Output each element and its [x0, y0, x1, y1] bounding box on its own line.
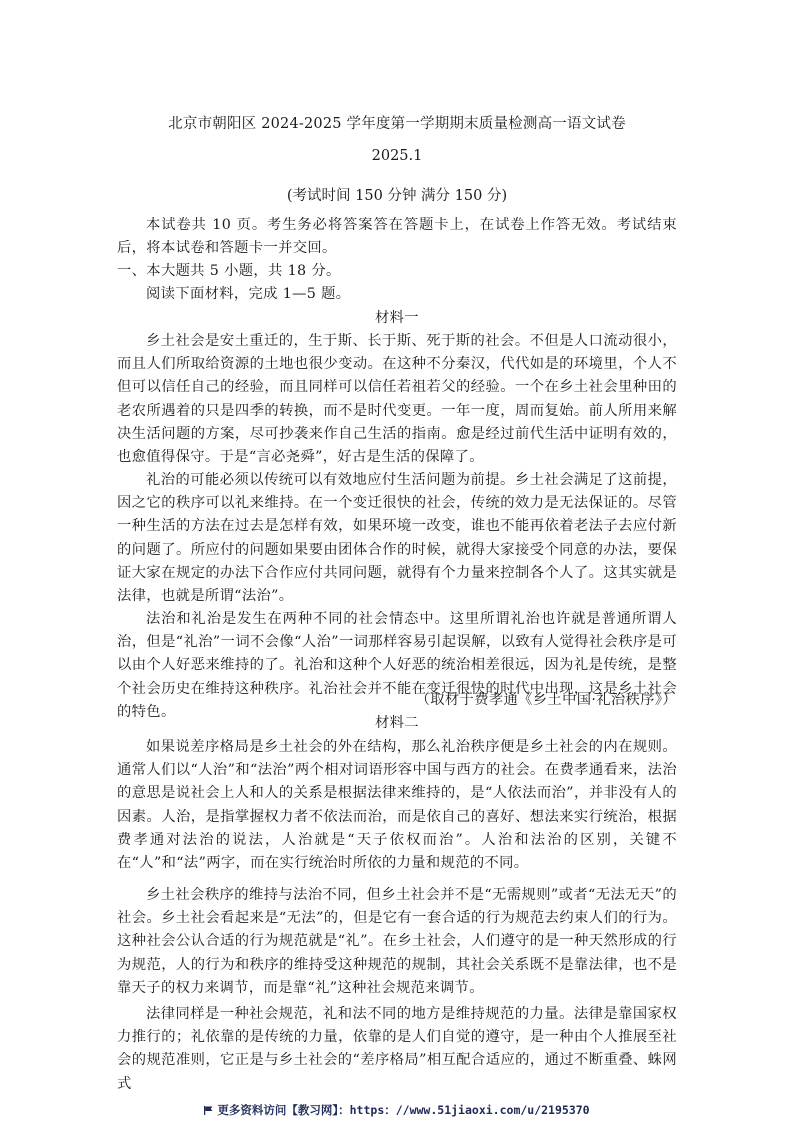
material-one-source: （取材于费孝通《乡土中国·礼治秩序》） [415, 692, 677, 708]
reading-instruction: 阅读下面材料，完成 1—5 题。 [146, 286, 351, 302]
exam-title: 北京市朝阳区 2024-2025 学年度第一学期期末质量检测高一语文试卷 [168, 116, 626, 132]
material-one-paragraph-1: 乡土社会是安土重迁的，生于斯、长于斯、死于斯的社会。不但是人口流动很小，而且人们所取给资源的土地也很少变动。在这种不分秦汉，代代如是的环境里，个人不但可以信任自己的经验，而且同样可以信任若祖若父的经验。一个在乡土社会里种田的老农所遇着的只是四季的转换，而不是时代变更。一年一度，周而复始。前人所用来解决生活问题的方案，尽可抄袭来作自己生活的指南。愈是经过前代生活中证明有效的，也愈值得保守。于是“言必尧舜”，好古是生活的保障了。 [117, 333, 677, 466]
footer-text: 更多资料访问【教习网】：https：//www.51jiaoxi.com/u/2195370 [217, 1103, 590, 1117]
instructions-paragraph: 本试卷共 10 页。考生务必将答案答在答题卡上，在试卷上作答无效。考试结束后，将本试卷和答题卡一并交回。 [117, 217, 677, 257]
material-one-heading: 材料一 [375, 310, 419, 326]
material-two-heading: 材料二 [375, 715, 419, 731]
material-two-paragraph-1: 如果说差序格局是乡土社会的外在结构，那么礼治秩序便是乡土社会的内在规则。通常人们以“人治”和“法治”两个相对词语形容中国与西方的社会。在费孝通看来，法治的意思是说社会上人和人的关系是根据法律来维持的，是“人依法而治”，并非没有人的因素。人治，是指掌握权力者不依法而治，而是依自己的喜好、想法来实行统治，根据费孝通对法治的说法，人治就是“天子依权而治”。人治和法治的区别，关键不在“人”和“法”两字，而在实行统治时所依的力量和规范的不同。 [117, 739, 677, 872]
exam-date: 2025.1 [371, 148, 423, 164]
exam-time-info: (考试时间 150 分钟 满分 150 分) [286, 188, 508, 204]
material-two-paragraph-2: 乡土社会秩序的维持与法治不同，但乡土社会并不是“无需规则”或者“无法无天”的社会。乡土社会看起来是“无法”的，但是它有一套合适的行为规范去约束人们的行为。这种社会公认合适的行为规范就是“礼”。在乡土社会，人们遵守的是一种天然形成的行为规范，人的行为和秩序的维持受这种规范的规制，其社会关系既不是靠法律，也不是靠天子的权力来调节，而是靠“礼”这种社会规范来调节。 [117, 887, 677, 996]
section-one-heading: 一、本大题共 5 小题，共 18 分。 [117, 263, 341, 279]
material-two-paragraph-3: 法律同样是一种社会规范，礼和法不同的地方是维持规范的力量。法律是靠国家权力推行的；礼依靠的是传统的力量，依靠的是人们自觉的遵守，是一种由个人推展至社会的规范准则，它正是与乡土社会的“差序格局”相互配合适应的，通过不断重叠、蛛网式 [117, 1006, 677, 1092]
flag-icon [204, 1106, 213, 1115]
material-one-paragraph-2: 礼治的可能必须以传统可以有效地应付生活问题为前提。乡土社会满足了这前提，因之它的秩序可以礼来维持。在一个变迁很快的社会，传统的效力是无法保证的。尽管一种生活的方法在过去是怎样有效，如果环境一改变，谁也不能再依着老法子去应付新的问题了。所应付的问题如果要由团体合作的时候，就得大家接受个同意的办法，要保证大家在规定的办法下合作应付共同问题，就得有个力量来控制各个人了。这其实就是法律，也就是所谓“法治”。 [117, 472, 677, 605]
footer-link[interactable] [0, 1102, 794, 1118]
material-one-paragraph-3: 法治和礼治是发生在两种不同的社会情态中。这里所谓礼治也许就是普通所谓人治，但是“礼治”一词不会像“人治”一词那样容易引起误解，以致有人觉得社会秩序是可以由个人好恶来维持的了。礼治和这种个人好恶的统治相差很远，因为礼是传统，是整个社会历史在维持这种秩序。礼治社会并不能在变迁很快的时代中出现，这是乡土社会的特色。 [117, 611, 677, 720]
